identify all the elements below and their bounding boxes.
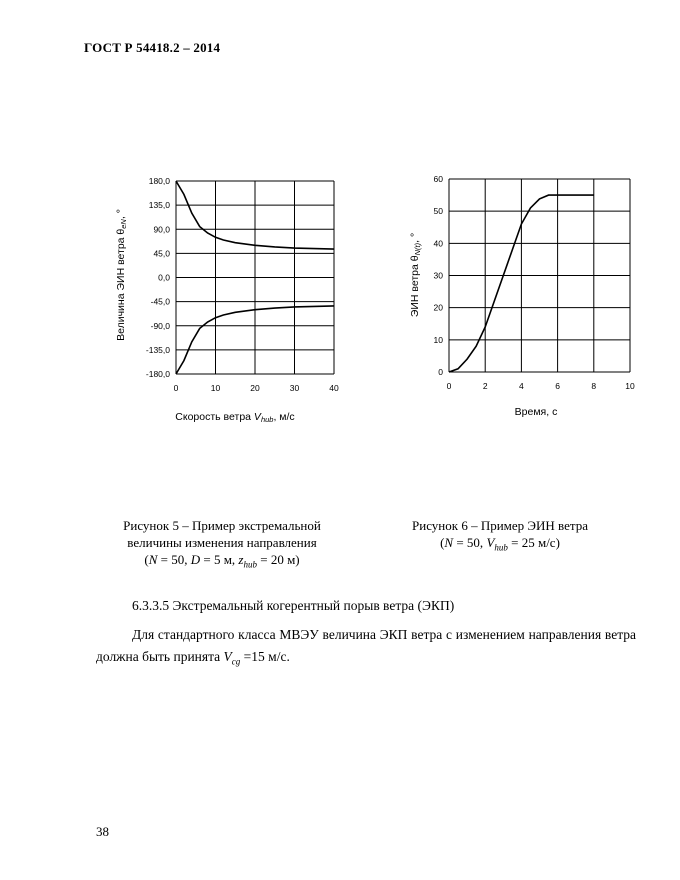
figure-5-x-ticks: [174, 383, 339, 393]
figure-5-y-tick-label: 90,0: [153, 224, 170, 235]
figure-5-grid: [176, 181, 334, 374]
figure-5-caption-line-1: Рисунок 5 – Пример экстремальной: [123, 518, 321, 533]
figure-6-x-tick-label: 6: [555, 381, 560, 391]
figure-6-x-tick-label: 8: [591, 381, 597, 391]
figure-6-y-tick-label: 60: [433, 174, 443, 184]
figure-5-y-tick-label: 0,0: [158, 272, 170, 283]
figure-6-y-tick-label: 50: [433, 206, 443, 217]
figure-6-x-ticks: [447, 381, 635, 391]
figure-6-caption-line-2: (N = 50, $V_{hub} = 25$ м/с): [440, 535, 560, 553]
figure-6-y-tick-label: 30: [433, 270, 443, 281]
page-number: 38: [96, 824, 109, 839]
figure-6-x-tick-label: 4: [519, 381, 524, 391]
figure-6-y-label: ЭИН ветра θN(t), °: [409, 232, 422, 318]
figure-6-x-tick-label: 0: [446, 381, 452, 391]
figure-5-y-tick-label: 135,0: [148, 200, 170, 211]
figure-6-caption-line-1: Рисунок 6 – Пример ЭИН ветра: [412, 518, 588, 533]
document-header: ГОСТ Р 54418.2 – 2014: [84, 40, 221, 55]
figure-5-x-tick-label: 20: [250, 383, 260, 393]
figure-5-y-tick-label: -135,0: [145, 344, 170, 355]
figure-5-x-tick-label: 30: [289, 383, 300, 393]
figure-6-y-tick-label: 40: [433, 238, 443, 249]
figure-5-y-tick-label: 180,0: [148, 176, 170, 186]
body-paragraph: Для стандартного класса МВЭУ величина ЭКП ветра с изменением направления ветра должна быть принята $V_{cg} =15$ м/с.: [96, 627, 636, 667]
figure-6-y-tick-label: 20: [433, 302, 443, 313]
figure-5-caption-line-2: величины изменения направления: [127, 535, 317, 550]
figure-5-x-tick-label: 10: [210, 383, 221, 393]
figure-6-x-tick-label: 10: [625, 381, 635, 391]
figure-5-y-label: Величина ЭИН ветра θeN, °: [115, 209, 128, 341]
figure-5-x-tick-label: 40: [329, 383, 339, 393]
figure-5-chart: [100, 170, 360, 430]
figure-6-y-tick-label: 0: [438, 367, 443, 377]
figure-5-y-tick-label: 45,0: [153, 248, 170, 259]
figure-6-caption: [370, 517, 630, 557]
figure-6-x-label: Время, с: [514, 406, 558, 418]
section-heading: 6.3.3.5 Экстремальный когерентный порыв ветра (ЭКП): [132, 598, 455, 613]
figure-5-x-label: Скорость ветра Vhub, м/с: [175, 411, 295, 424]
figure-5-y-ticks: [146, 176, 170, 379]
figure-6-y-ticks: [434, 174, 444, 377]
figure-5-y-tick-label: -45,0: [150, 296, 170, 307]
figure-5-y-tick-label: -90,0: [150, 320, 170, 331]
figure-6-grid: [449, 179, 630, 372]
figure-5-caption-line-3: (N = 50, D = 5 м, $z_{hub} = 20$ м): [144, 552, 300, 570]
figure-5-x-tick-label: 0: [173, 383, 179, 393]
figure-6-chart: [395, 170, 655, 430]
figure-5-caption: [92, 517, 352, 574]
figure-5-y-tick-label: -180,0: [145, 369, 170, 379]
figure-6-y-tick-label: 10: [433, 334, 443, 345]
figure-6-x-tick-label: 2: [482, 381, 488, 391]
